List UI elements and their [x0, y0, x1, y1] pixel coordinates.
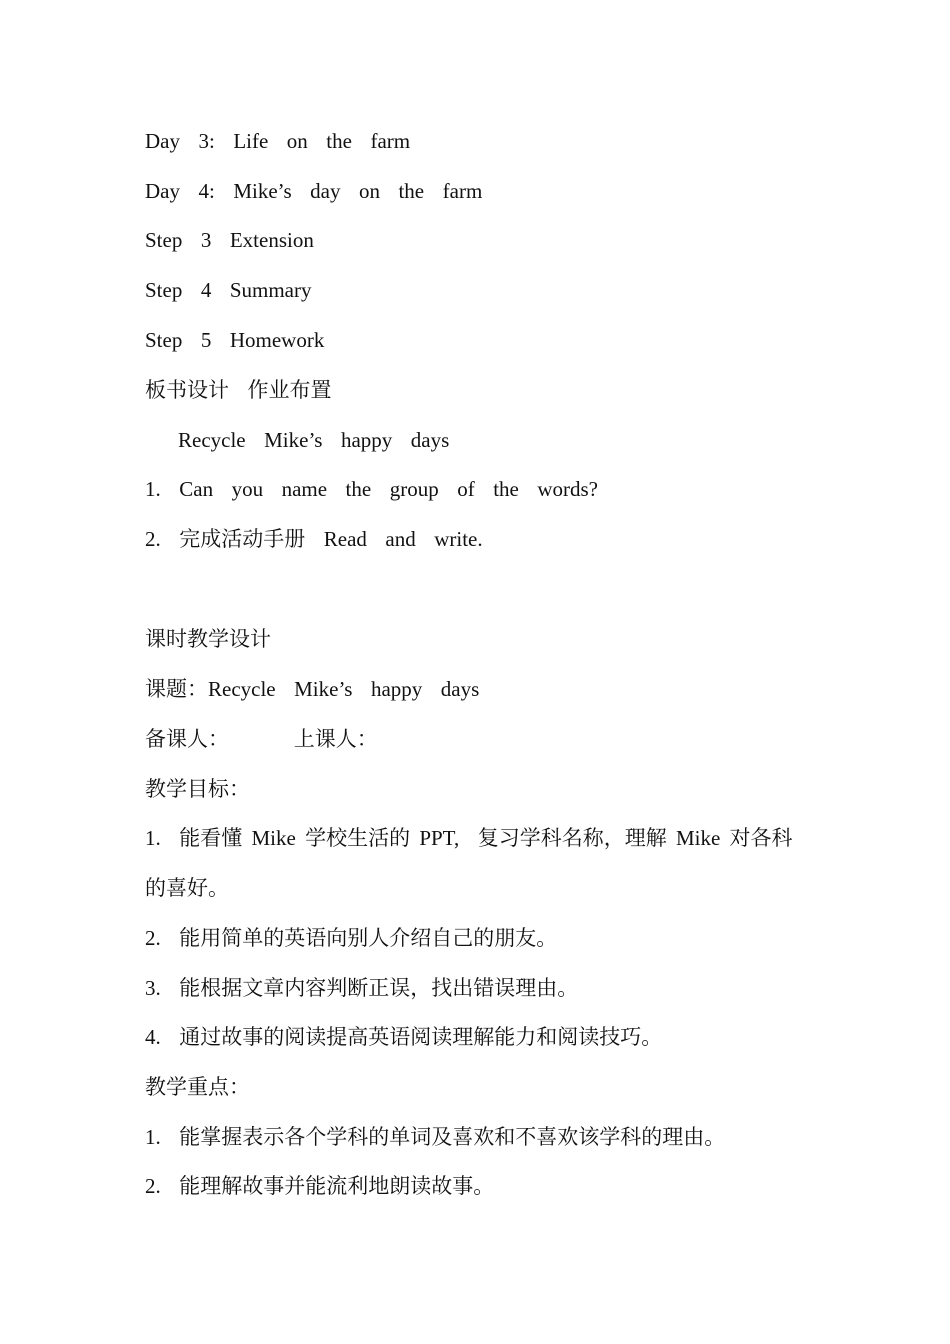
section-heading-objectives: 教学目标：	[145, 777, 250, 801]
section-heading-board-design: 板书设计 作业布置	[145, 378, 332, 402]
lesson-topic: 课题：Recycle Mike’s happy days	[145, 677, 480, 701]
objective-item-1: 1. 能看懂 Mike 学校生活的 PPT, 复习学科名称，理解 Mike 对各科	[145, 826, 793, 850]
homework-item-2: 2. 完成活动手册 Read and write.	[145, 527, 483, 551]
objective-item-2: 2. 能用简单的英语向别人介绍自己的朋友。	[145, 926, 558, 950]
text-line-day3: Day 3: Life on the farm	[145, 129, 411, 153]
text-line-step5: Step 5 Homework	[145, 328, 325, 352]
section-heading-lesson-design: 课时教学设计	[145, 627, 271, 651]
lesson-teachers: 备课人： 上课人：	[145, 727, 378, 751]
homework-item-1: 1. Can you name the group of the words?	[145, 477, 599, 501]
text-line-step4: Step 4 Summary	[145, 278, 312, 302]
objective-item-1-continued: 的喜好。	[145, 876, 229, 900]
key-point-item-2: 2. 能理解故事并能流利地朗读故事。	[145, 1174, 495, 1198]
text-line-day4: Day 4: Mike’s day on the farm	[145, 179, 483, 203]
text-line-step3: Step 3 Extension	[145, 228, 314, 252]
objective-item-4: 4. 通过故事的阅读提高英语阅读理解能力和阅读技巧。	[145, 1025, 663, 1049]
objective-item-3: 3. 能根据文章内容判断正误，找出错误理由。	[145, 976, 579, 1000]
key-point-item-1: 1. 能掌握表示各个学科的单词及喜欢和不喜欢该学科的理由。	[145, 1125, 726, 1149]
board-title: Recycle Mike’s happy days	[178, 428, 450, 452]
section-heading-key-points: 教学重点：	[145, 1075, 250, 1099]
